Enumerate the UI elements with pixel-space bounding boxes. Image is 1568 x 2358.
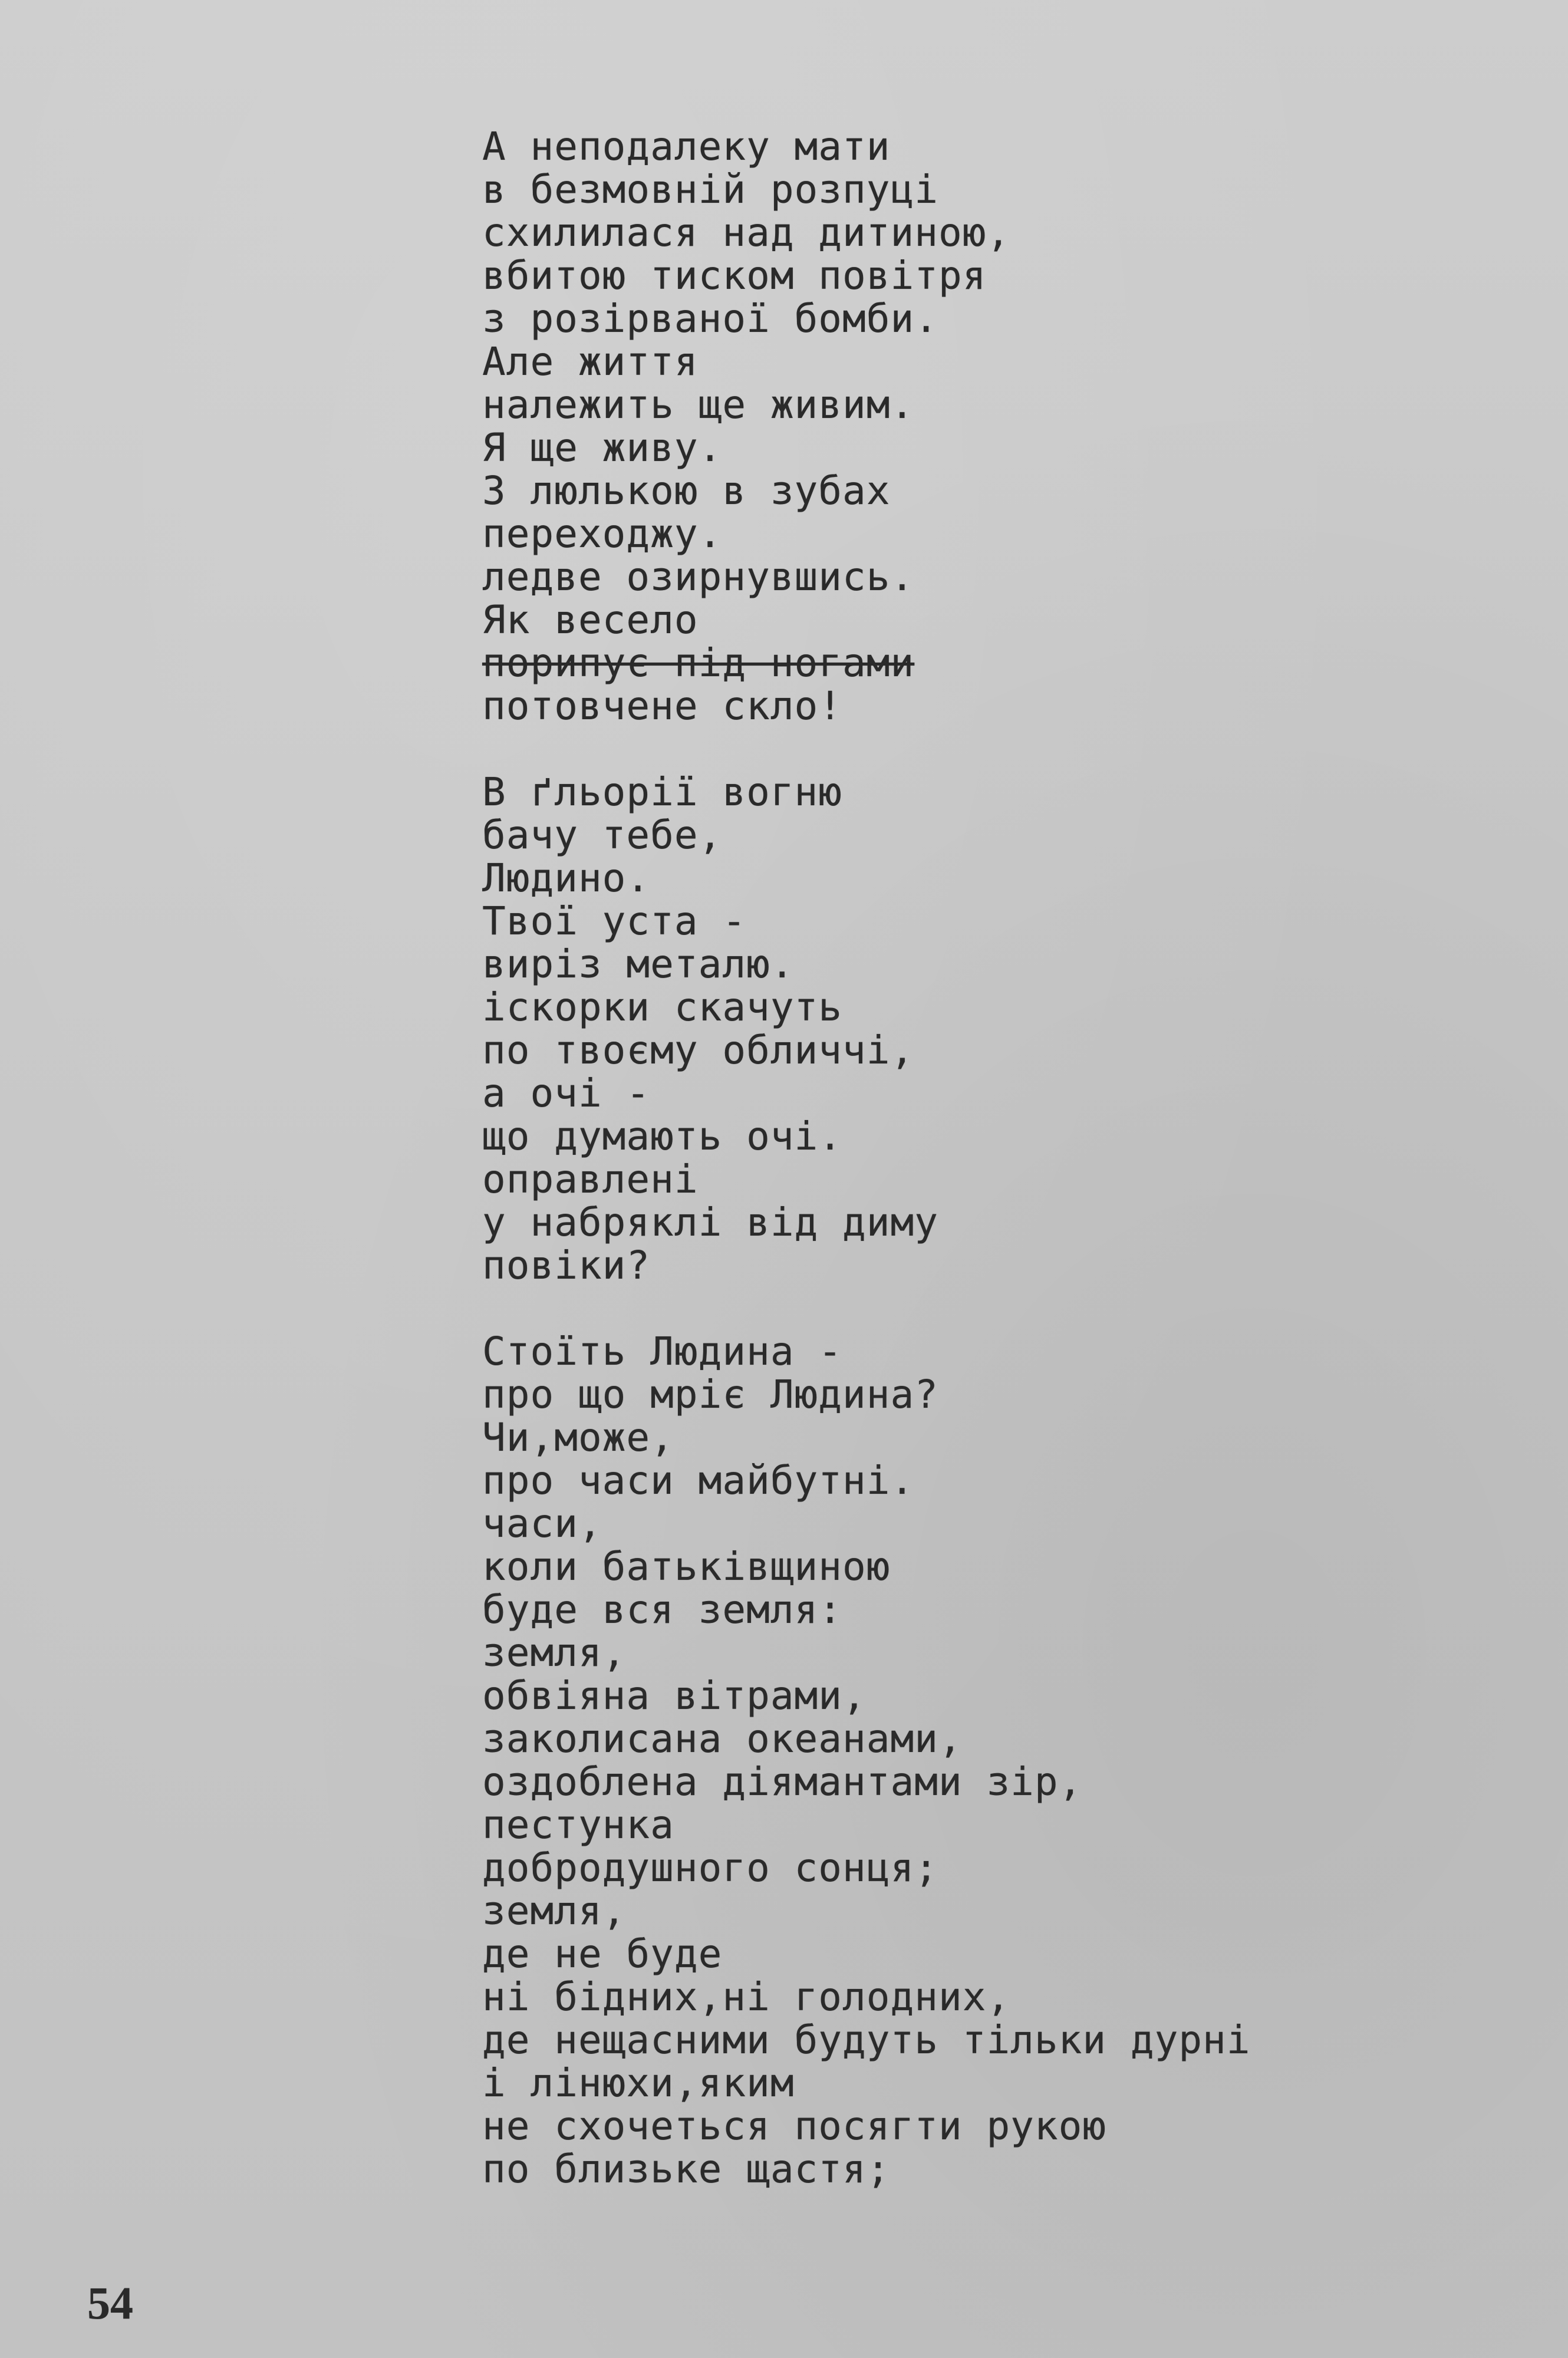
poem-line: переходжу. (482, 511, 723, 556)
poem-line: що думають очі. (482, 1114, 843, 1159)
poem-line: Чи,може, (482, 1415, 674, 1460)
poem-line: виріз металю. (482, 941, 795, 987)
poem-line: іскорки скачуть (482, 984, 843, 1030)
poem-line: про що мріє Людина? (482, 1372, 938, 1417)
poem-line: земля, (482, 1888, 627, 1934)
poem-line: по близьке щастя; (482, 2146, 891, 2192)
poem-line: оправлені (482, 1157, 699, 1202)
poem-line: оздоблена діямантами зір, (482, 1759, 1083, 1804)
poem-line: вбитою тиском повітря (482, 253, 987, 298)
poem-line: де нещасними будуть тільки дурні (482, 2017, 1251, 2063)
poem-line: коли батьківщиною (482, 1544, 891, 1589)
poem-line: обвіяна вітрами, (482, 1673, 867, 1718)
poem-line: бачу тебе, (482, 812, 723, 858)
stanza-1 (482, 125, 1366, 727)
poem-line: у набряклі від диму (482, 1200, 938, 1245)
poem-line: земля, (482, 1630, 627, 1675)
poem-line: Стоїть Людина - (482, 1329, 843, 1374)
poem-line: Як весело (482, 597, 699, 643)
poem-line: повіки? (482, 1243, 651, 1288)
poem-line: Людино. (482, 855, 651, 901)
poem-line: і лінюхи,яким (482, 2060, 795, 2106)
poem-line: В ґльорії вогню (482, 769, 843, 815)
poem-line: потовчене скло! (482, 683, 843, 729)
poem-line: часи, (482, 1501, 602, 1546)
poem-line: схилилася над дитиною, (482, 210, 1011, 255)
poem-line: пестунка (482, 1802, 674, 1847)
poem-line: по твоєму обличчі, (482, 1027, 915, 1073)
poem-line: Але життя (482, 339, 699, 384)
poem-line: не схочеться посягти рукою (482, 2103, 1107, 2149)
poem-line: А неподалеку мати (482, 124, 891, 169)
poem-line: З люлькою в зубах (482, 468, 891, 513)
poem-line: ні бідних,ні голодних, (482, 1974, 1011, 2020)
poem-text (482, 125, 1366, 2234)
poem-line: належить ще живим. (482, 382, 915, 427)
poem-line: Твої уста - (482, 898, 747, 944)
poem-line: Я ще живу. (482, 425, 723, 470)
poem-line: де не буде (482, 1931, 723, 1977)
poem-line: добродушного сонця; (482, 1845, 938, 1891)
page-number: 54 (87, 2277, 133, 2329)
stanza-3 (482, 1330, 1366, 2191)
stanza-2 (482, 770, 1366, 1287)
poem-line: ледве озирнувшись. (482, 554, 915, 600)
poem-line: в безмовній розпуці (482, 167, 938, 212)
poem-line: про часи майбутні. (482, 1458, 915, 1503)
poem-line: з розірваної бомби. (482, 296, 938, 341)
struck-poem-line: порипує під ногами (482, 640, 915, 686)
poem-line: заколисана океанами, (482, 1716, 963, 1761)
poem-line: а очі - (482, 1071, 651, 1116)
poem-line: буде вся земля: (482, 1587, 843, 1632)
